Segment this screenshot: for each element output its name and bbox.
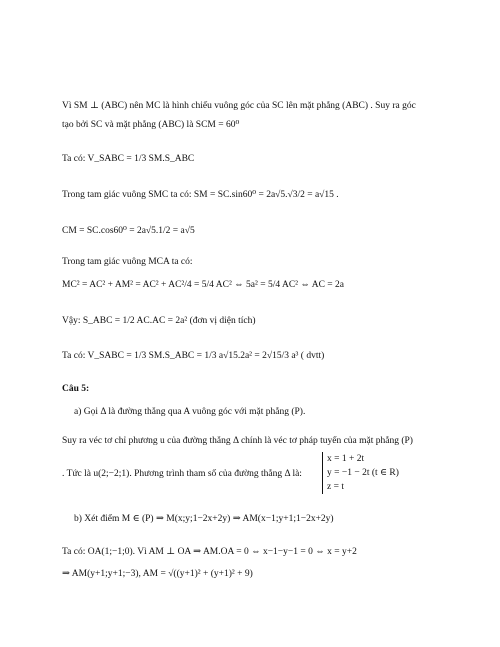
text-line-7: MC² = AC² + AM² = AC² + AC²/4 = 5/4 AC² ⇔ 5a² = 5/4 AC² ⇔ AC = 2a [62, 280, 344, 290]
text-line-2: tạo bởi SC và mặt phẳng (ABC) là SCM = 60⁰ [62, 120, 240, 130]
text-line-15: Ta có: OA(1;−1;0). Vì AM ⊥ OA ⇒ AM.OA = 0 ⇔ x−1−y−1 = 0 ⇔ x = y+2 [62, 547, 357, 557]
system-y: y = −1 − 2t (t ∈ R) [327, 468, 399, 478]
text-line-1: Vì SM ⊥ (ABC) nên MC là hình chiếu vuông góc của SC lên mặt phẳng (ABC) . Suy ra góc [62, 101, 416, 111]
section-heading: Câu 5: [62, 384, 90, 394]
system-x: x = 1 + 2t [327, 454, 365, 464]
text-line-12: Suy ra véc tơ chỉ phương u của đường thẳng Δ chính là véc tơ pháp tuyến của mặt phẳng (P) [62, 436, 413, 446]
system-z: z = t [327, 482, 344, 492]
text-line-16: ⇒ AM(y+1;y+1;−3), AM = √((y+1)² + (y+1)² + 9) [62, 569, 253, 579]
text-line-3: Ta có: V_SABC = 1/3 SM.S_ABC [62, 154, 195, 164]
text-line-4: Trong tam giác vuông SMC ta có: SM = SC.sin60⁰ = 2a√5.√3/2 = a√15 . [62, 190, 339, 200]
text-line-8: Vậy: S_ABC = 1/2 AC.AC = 2a² (đơn vị diện tích) [62, 316, 256, 326]
text-line-5: CM = SC.cos60⁰ = 2a√5.1/2 = a√5 [62, 226, 195, 236]
text-line-9: Ta có: V_SABC = 1/3 SM.S_ABC = 1/3 a√15.2a² = 2√15/3 a³ ( dvtt) [62, 351, 325, 361]
parametric-system [322, 452, 399, 494]
text-line-14: b) Xét điểm M ∈ (P) ⇒ M(x;y;1−2x+2y) ⇒ AM(x−1;y+1;1−2x+2y) [74, 514, 334, 524]
text-line-6: Trong tam giác vuông MCA ta có: [62, 257, 193, 267]
text-line-11: a) Gọi Δ là đường thẳng qua A vuông góc với mặt phẳng (P). [74, 407, 306, 417]
text-line-13: . Tức là u(2;−2;1). Phương trình tham số của đường thẳng Δ là: [62, 469, 302, 479]
